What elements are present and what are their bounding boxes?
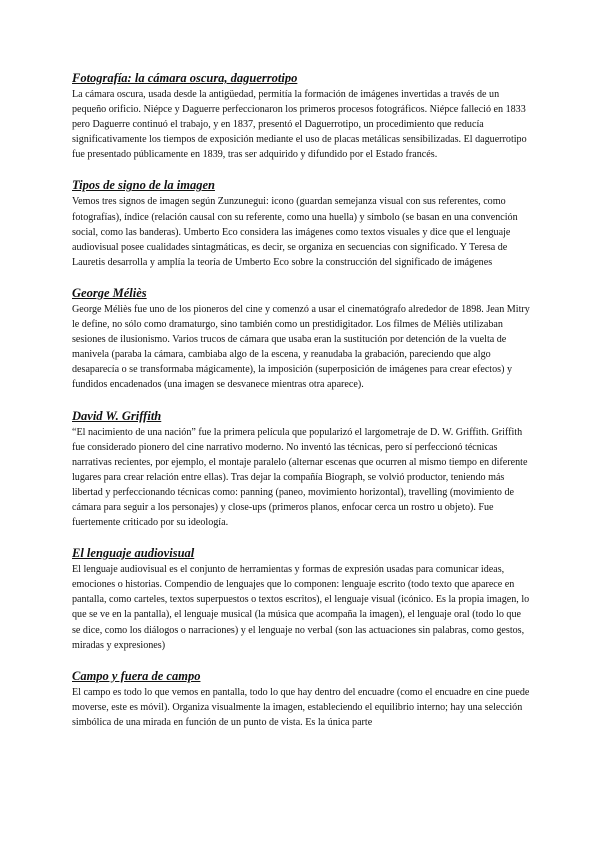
section-body: George Méliès fue uno de los pioneros del cine y comenzó a usar el cinematógrafo alrededor de 1898. Jean Mitry le define, no sólo como dramaturgo, sino también como un prestidigitador. Los filmes de Méliès utilizaban sesiones de ilusionismo. Varios trucos de cámara que usaba eran la sustitución por detención de la vuelta de manivela (paraba la cámara, cambiaba algo de la escena, y reanudaba la grabación, pareciendo que algo desaparecía o se transformaba mágicamente), la imposición (superposición de imágenes para crear efectos) y fundidos encadenados (una imagen se desvanece mientras otra aparece).: [72, 303, 530, 391]
section-body: El campo es todo lo que vemos en pantalla, todo lo que hay dentro del encuadre (como el encuadre en cine puede moverse, este es móvil). Organiza visualmente la imagen, estableciendo el equilibrio interno; hay una selección simbólica de una mirada en función de un punto de vista. Es la única parte: [72, 686, 530, 728]
section-david-griffith: [72, 408, 530, 531]
section-heading: David W. Griffith: [72, 408, 162, 423]
section-fotografia: [72, 70, 530, 162]
section-heading: El lenguaje audiovisual: [72, 546, 195, 561]
section-heading: Campo y fuera de campo: [72, 668, 201, 683]
section-body: Vemos tres signos de imagen según Zunzunegui: icono (guardan semejanza visual con sus referentes, como fotografías), índice (relación causal con su referente, como una huella) y símbolo (se basan en una convención social, como las banderas). Umberto Eco considera las imágenes como textos visuales y dice que el lenguaje audiovisual posee cualidades sintagmáticas, es decir, se organiza en secuencias con significado. Y Teresa de Lauretis desarrolla y amplía la teoría de Umberto Eco sobre la construcción del significado de imágenes: [72, 196, 518, 268]
section-body: El lenguaje audiovisual es el conjunto de herramientas y formas de expresión usadas para comunicar ideas, emociones o historias. Compendio de lenguajes que lo componen: lenguaje escrito (todo texto que aparece en pantalla, como carteles, textos superpuestos o textos escritos), el lenguaje visual (icónico. Es la propia imagen, lo que se ve en la pantalla), el lenguaje musical (la música que acompaña la imagen), el lenguaje oral (todo lo que se dice, como los diálogos o narraciones) y el lenguaje no verbal (son las actuaciones sin palabras, como gestos, miradas y expresiones): [72, 564, 530, 651]
section-heading: Fotografía: la cámara oscura, daguerrotipo: [72, 71, 298, 85]
document-content: [72, 70, 530, 745]
section-body: La cámara oscura, usada desde la antigüedad, permitía la formación de imágenes invertidas a través de un pequeño orificio. Niépce y Daguerre perfeccionaron los primeros procesos fotográficos. Niépce falleció en 1833 pero Daguerre continuó el trabajo, y en 1837, presentó el Daguerrotipo, un procedimiento que reducía significativamente los tiempos de exposición mediante el uso de placas metálicas sensibilizadas. El daguerrotipo fue presentado públicamente en 1839, tras ser adquirido y difundido por el Estado francés.: [72, 89, 527, 161]
section-heading: George Méliès: [72, 285, 147, 300]
section-tipos-de-signo: [72, 177, 530, 269]
section-heading: Tipos de signo de la imagen: [72, 178, 215, 193]
section-george-melies: [72, 285, 530, 393]
section-campo-fuera-de-campo: [72, 668, 530, 730]
section-body: “El nacimiento de una nación” fue la primera película que popularizó el largometraje de D. W. Griffith. Griffith fue considerado pionero del cine narrativo moderno. No inventó las técnicas, pero sí perfeccionó técnicas narrativas recientes, por ejemplo, el montaje paralelo (alternar escenas que ocurren al mismo tiempo en diferente lugares para crear relación entre ellas). Tras dejar la compañía Biograph, se volvió productor, teniendo más libertad y perfeccionando técnicas como: panning (paneo, movimiento horizontal), travelling (movimiento de cámara para seguir a los personajes) y close-ups (primeros planos, enfocar cerca un rostro u objeto). Fue fuertemente criticado por su ideología.: [72, 426, 528, 529]
section-lenguaje-audiovisual: [72, 545, 530, 653]
